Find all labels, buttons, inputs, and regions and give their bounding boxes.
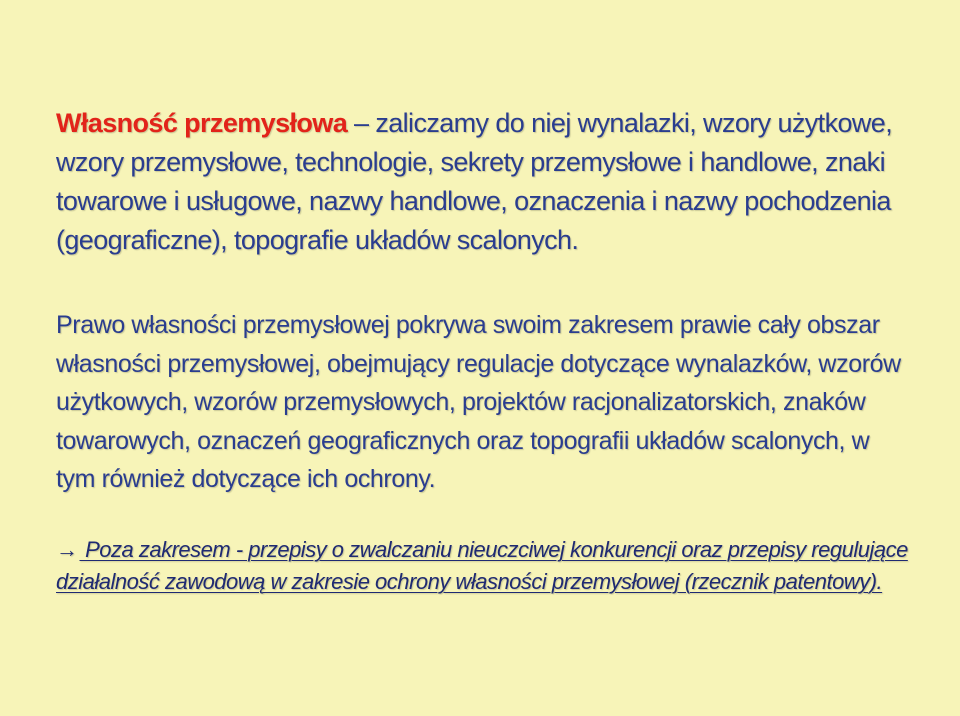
out-of-scope-note [56,534,908,597]
definition-text: – zaliczamy do niej wynalazki, wzory użytkowe, wzory przemysłowe, technologie, sekrety przemysłowe i handlowe, znaki towarowe i usługowe, nazwy handlowe, oznaczenia i nazwy pochodzenia (geograficzne), topografie układów scalonych. [56,108,893,255]
out-of-scope-text: Poza zakresem - przepisy o zwalczaniu nieuczciwej konkurencji oraz przepisy regulujące działalność zawodową w zakresie ochrony własności przemysłowej (rzecznik patentowy). [56,537,908,594]
definition-paragraph [56,104,908,260]
right-arrow-icon: → [56,537,78,562]
defined-term: Własność przemysłowa [56,108,348,138]
law-scope-paragraph: Prawo własności przemysłowej pokrywa swoim zakresem prawie cały obszar własności przemysłowej, obejmujący regulacje dotyczące wynalazków, wzorów użytkowych, wzorów przemysłowych, projektów racjonalizatorskich, znaków towarowych, oznaczeń geograficznych oraz topografii układów scalonych, w tym również dotyczące ich ochrony. [56,311,901,493]
